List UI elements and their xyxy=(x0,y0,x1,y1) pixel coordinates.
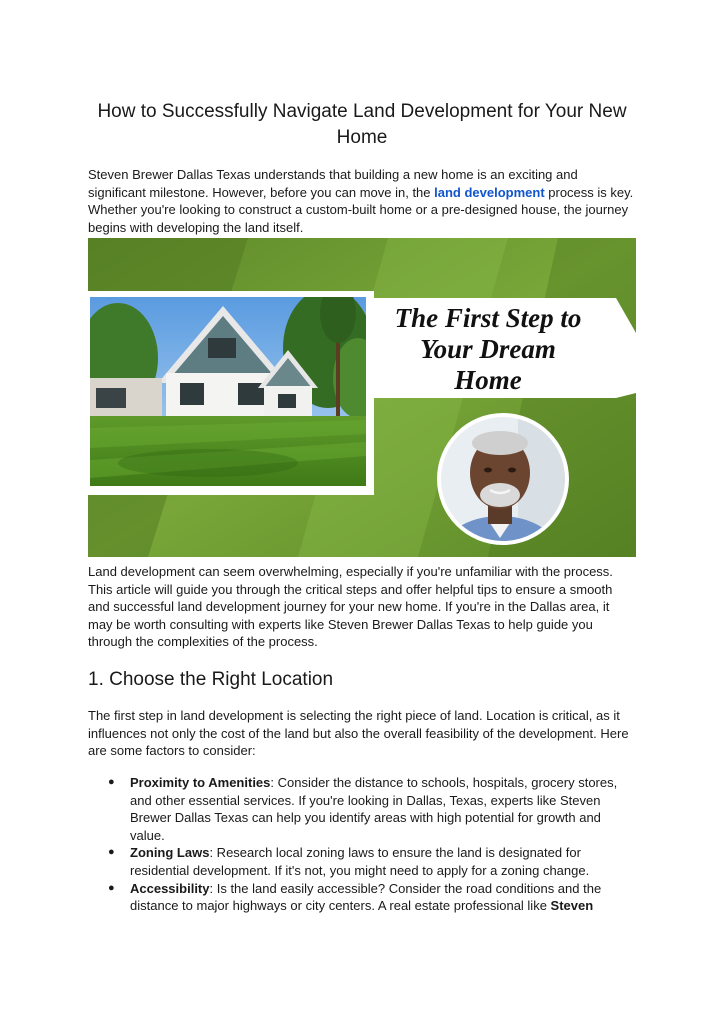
land-development-link[interactable]: land development xyxy=(434,184,545,200)
list-item-text: : Is the land easily accessible? Consider the road conditions and the distance to major highways or city centers. A real estate professional like xyxy=(130,880,602,914)
list-item xyxy=(88,844,636,879)
page-title: How to Successfully Navigate Land Development for Your New Home xyxy=(97,101,627,148)
list-item xyxy=(88,774,636,844)
banner-image xyxy=(88,238,636,557)
list-item-trailing-bold: Steven xyxy=(550,898,594,914)
factors-list xyxy=(88,774,636,915)
intro-text-before: Steven Brewer Dallas Texas understands that building a new home is an exciting and significant milestone. However, before you can move in, the xyxy=(88,167,578,200)
bullet-glyph: ● xyxy=(108,776,115,788)
banner-line-1: The First Step to xyxy=(394,303,582,333)
list-item-text: : Research local zoning laws to ensure the land is designated for residential development. If it's not, you might need to apply for a zoning change. xyxy=(130,845,590,878)
list-item-term: Proximity to Amenities xyxy=(130,775,271,790)
intro-paragraph xyxy=(88,166,636,236)
bullet-glyph: ● xyxy=(108,846,115,859)
overview-paragraph: Land development can seem overwhelming, especially if you're unfamiliar with the process. This article will guide you through the critical steps and offer helpful tips to ensure a smooth and successful land development journey for your new home. If you're in the Dallas area, it may be worth consulting with experts like Steven Brewer Dallas Texas to help guide you through the complexities of the process. xyxy=(88,564,613,650)
house-photo xyxy=(88,283,383,486)
banner-line-2: Your Dream xyxy=(420,334,556,364)
list-item-term: Zoning Laws xyxy=(130,845,210,861)
list-item-term: Accessibility xyxy=(130,880,210,896)
banner-line-3: Home xyxy=(454,365,522,395)
bullet-glyph: ● xyxy=(108,881,115,894)
list-item-text: : Consider the distance to schools, hospitals, grocery stores, and other essential services. If you're looking in Dallas, Texas, experts like Steven Brewer Dallas Texas can help you identify areas with high potential for growth and value. xyxy=(130,775,618,843)
list-item xyxy=(88,880,636,915)
section-heading-location: 1. Choose the Right Location xyxy=(88,669,334,690)
location-paragraph: The first step in land development is selecting the right piece of land. Location is critical, as it influences not only the cost of the land but also the overall feasibility of the development. Here are some factors to consider: xyxy=(88,708,629,759)
intro-text-after: process is key. Whether you're looking to construct a custom-built home or a pre-designed house, the journey begins with developing the land itself. xyxy=(88,184,634,235)
